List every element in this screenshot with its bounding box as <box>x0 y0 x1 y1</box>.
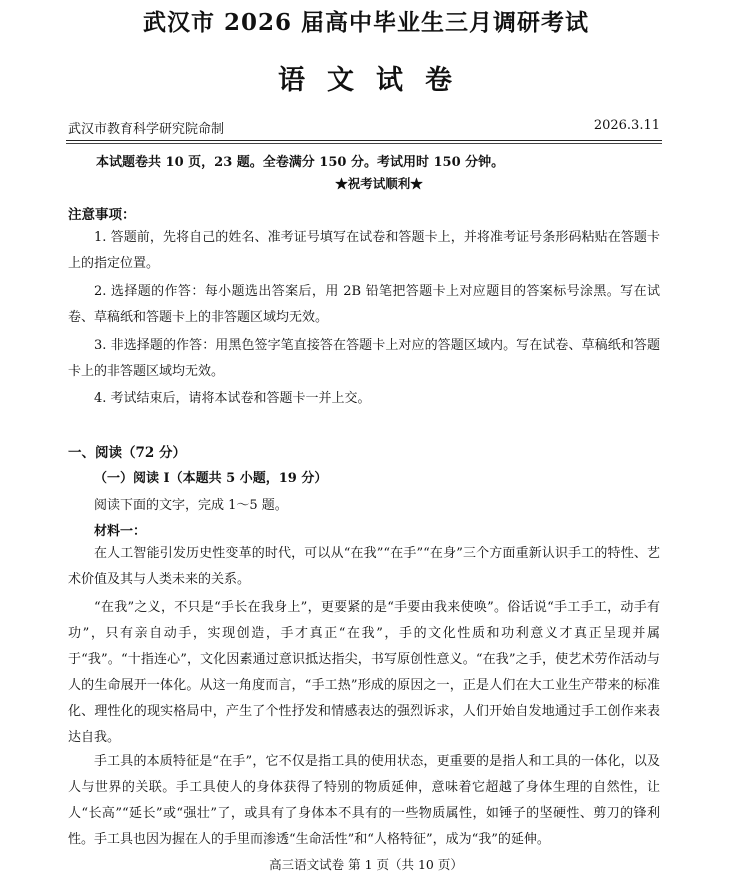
exam-title: 武汉市 2026 届高中毕业生三月调研考试 <box>142 9 590 36</box>
passage-paragraph-1: 在人工智能引发历史性变革的时代，可以从“在我”“在手”“在身”三个方面重新认识手工的特性、艺术价值及其与人类未来的关系。 <box>68 546 660 587</box>
header-divider <box>66 140 662 141</box>
reading-instruction: 阅读下面的文字，完成 1～5 题。 <box>94 498 288 513</box>
exam-date: 2026.3.11 <box>593 118 660 133</box>
passage-paragraph-3: 手工具的本质特征是“在手”，它不仅是指工具的使用状态，更重要的是指人和工具的一体化，以及人与世界的关联。手工具使人的身体获得了特别的物质延伸，意味着它超越了身体生理的自然性，让人“长高”“延长”或“强壮”了，或具有了身体本不具有的一些物质属性，如锤子的坚硬性、剪刀的锋利性。手工具也因为握在人的手里而渗透“生命活性”和“人格特征”，成为“我”的延伸。 <box>68 754 660 847</box>
instruction-item-1: 1. 答题前，先将自己的姓名、准考证号填写在试卷和答题卡上，并将准考证号条形码粘贴在答题卡上的指定位置。 <box>68 230 660 271</box>
passage-paragraph-2: “在我”之义，不只是“手长在我身上”，更要紧的是“手要由我来使唤”。俗话说“手工手工，动手有功”，只有亲自动手，实现创造，手才真正“在我”，手的文化性质和功利意义才真正呈现并属于“我”。“十指连心”，文化因素通过意识抵达指尖，书写原创性意义。“在我”之手，使艺术劳作活动与人的生命展开一体化。从这一角度而言，“手工热”形成的原因之一，正是人们在大工业生产带来的标准化、理性化的现实格局中，产生了个性抒发和情感表达的强烈诉求，人们开始自发地通过手工创作来表达自我。 <box>68 600 660 745</box>
good-luck-banner: ★祝考试顺利★ <box>335 176 423 191</box>
page-footer: 高三语文试卷 第 1 页（共 10 页） <box>269 857 463 872</box>
subsection-title: （一）阅读 Ⅰ（本题共 5 小题，19 分） <box>94 471 328 486</box>
exam-summary: 本试题卷共 10 页，23 题。全卷满分 150 分。考试用时 150 分钟。 <box>96 155 505 170</box>
material-label: 材料一： <box>94 524 147 539</box>
instructions-heading: 注意事项： <box>68 207 136 223</box>
instruction-item-3: 3. 非选择题的作答：用黑色签字笔直接答在答题卡上对应的答题区域内。写在试卷、草稿纸和答题卡上的非答题区域均无效。 <box>68 338 660 379</box>
header-divider-thin <box>66 143 662 144</box>
section-title: 一、阅读（72 分） <box>68 445 186 461</box>
meta-row <box>68 118 660 138</box>
subject-title: 语文试卷 <box>278 65 474 96</box>
issuing-organization: 武汉市教育科学研究院命制 <box>68 122 225 137</box>
instruction-item-2: 2. 选择题的作答：每小题选出答案后，用 2B 铅笔把答题卡上对应题目的答案标号涂黑。写在试卷、草稿纸和答题卡上的非答题区域均无效。 <box>68 284 660 325</box>
instruction-item-4: 4. 考试结束后，请将本试卷和答题卡一并上交。 <box>94 391 371 406</box>
